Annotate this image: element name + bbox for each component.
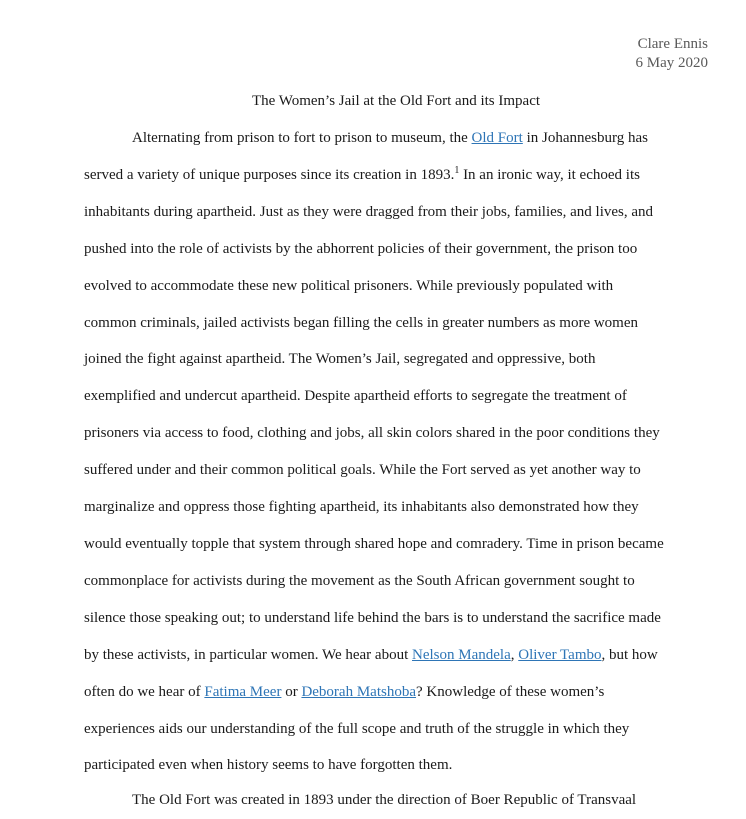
paragraph-line: served a variety of unique purposes since its creation in 1893.$^1$ In an ironic way, it echoed its [84,164,640,183]
document-title: The Women’s Jail at the Old Fort and its Impact [251,93,541,109]
paragraph-line: joined the fight against apartheid. The Women’s Jail, segregated and oppressive, both [84,351,596,368]
paragraph-line: inhabitants during apartheid. Just as they were dragged from their jobs, families, and lives, and [84,203,654,220]
paragraph-line: experiences aids our understanding of the full scope and truth of the struggle in which they [84,720,630,737]
nelson-mandela-link[interactable]: Nelson Mandela [412,646,511,663]
paragraph-line: The Old Fort was created in 1893 under the direction of Boer Republic of Transvaal [132,792,637,808]
paragraph-line: prisoners via access to food, clothing and jobs, all skin colors shared in the poor conditions they [84,425,660,442]
deborah-matshoba-link[interactable]: Deborah Matshoba [301,683,416,700]
paragraph-line: Alternating from prison to fort to prison to museum, the Old Fort in Johannesburg has [132,130,648,146]
paragraph-line: exemplified and undercut apartheid. Despite apartheid efforts to segregate the treatment of [84,388,627,405]
footnote-reference[interactable]: 1 [454,164,460,176]
document-date: 6 May 2020 [635,55,708,71]
paragraph-line: suffered under and their common political goals. While the Fort served as yet another way to [84,462,641,479]
paragraph-line: evolved to accommodate these new political prisoners. While previously populated with [84,277,614,294]
paragraph-line: participated even when history seems to have forgotten them. [84,757,453,774]
fatima-meer-link[interactable]: Fatima Meer [204,683,282,700]
paragraph-1 [84,120,724,784]
paragraph-2 [84,782,724,819]
paragraph-line: pushed into the role of activists by the abhorrent policies of their government, the prison too [84,240,638,257]
paragraph-line: often do we hear of Fatima Meer or Deborah Matshoba? Knowledge of these women’s [84,683,605,700]
paragraph-line: marginalize and oppress those fighting apartheid, its inhabitants also demonstrated how they [84,499,639,516]
document-header [636,35,709,73]
paragraph-line: by these activists, in particular women. We hear about Nelson Mandela, Oliver Tambo, but how [84,646,658,663]
paragraph-line: would eventually topple that system through shared hope and comradery. Time in prison became [84,535,664,552]
paragraph-line: common criminals, jailed activists began filling the cells in greater numbers as more women [84,314,639,331]
paragraph-line: commonplace for activists during the movement as the South African government sought to [84,572,635,589]
paragraph-line: silence those speaking out; to understand life behind the bars is to understand the sacrifice made [84,609,661,626]
oliver-tambo-link[interactable]: Oliver Tambo [518,646,602,663]
old-fort-link[interactable]: Old Fort [471,130,523,146]
author-name: Clare Ennis [637,36,708,52]
